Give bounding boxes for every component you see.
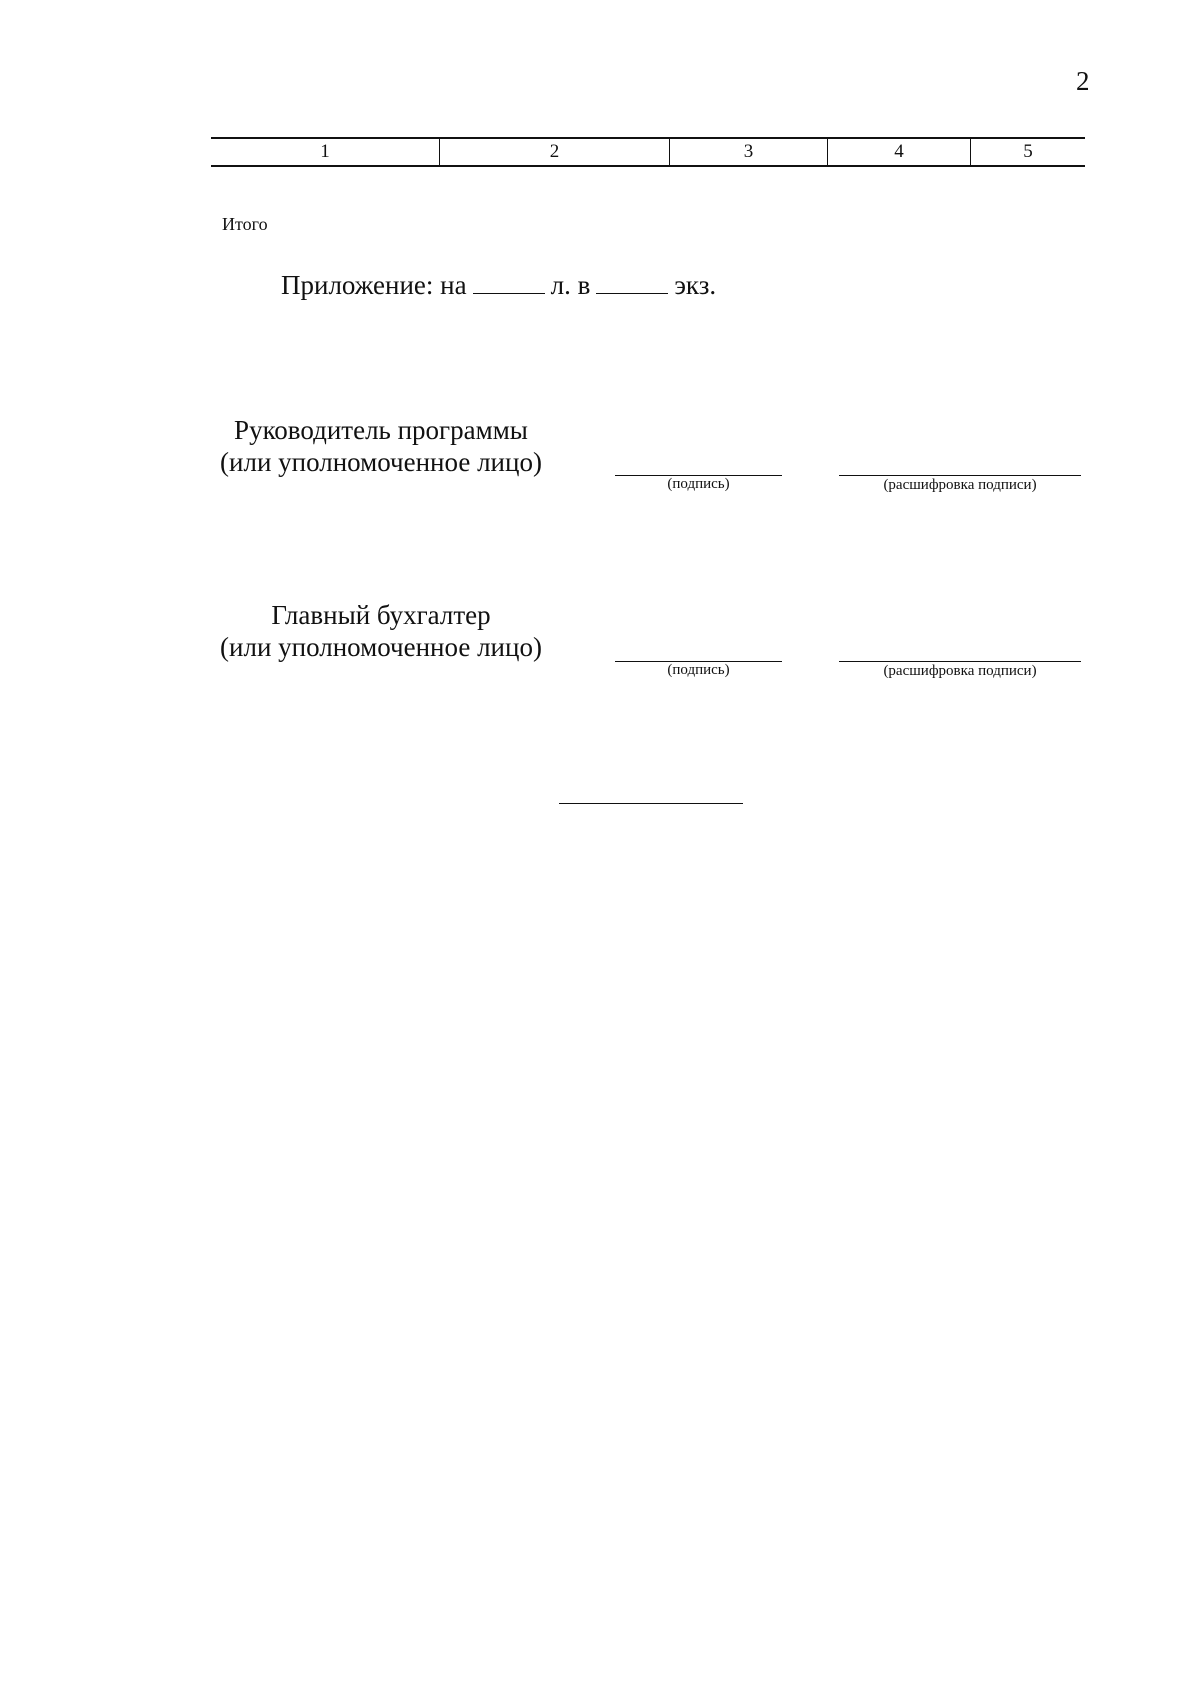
- attachment-suffix: экз.: [674, 270, 717, 300]
- page-number: 2: [1076, 66, 1090, 96]
- role-subtitle: (или уполномоченное лицо): [220, 632, 542, 662]
- signatory-role: [211, 599, 551, 663]
- column-number-cell: 5: [1023, 141, 1033, 162]
- signature-decoding-line: [839, 475, 1081, 476]
- signature-decoding-caption: (расшифровка подписи): [883, 663, 1037, 679]
- role-title: Главный бухгалтер: [271, 600, 491, 630]
- sheets-count-blank: [473, 271, 545, 294]
- column-number-cell: 1: [211, 139, 440, 165]
- attachment-middle: л. в: [550, 270, 591, 300]
- copies-count-blank: [596, 271, 668, 294]
- signatory-role: [211, 414, 551, 478]
- column-numbers-table: [211, 137, 1085, 167]
- role-title: Руководитель программы: [234, 415, 528, 445]
- column-number-cell: 3: [670, 139, 828, 165]
- document-end-line: [559, 803, 743, 804]
- signature-decoding-line: [839, 661, 1081, 662]
- role-subtitle: (или уполномоченное лицо): [220, 447, 542, 477]
- column-number-cell: 4: [828, 139, 971, 165]
- signature-caption: (подпись): [667, 662, 730, 678]
- column-number-cell: 2: [440, 139, 670, 165]
- attachment-line: [281, 270, 716, 301]
- signature-decoding-caption: (расшифровка подписи): [883, 477, 1037, 493]
- total-label: Итого: [222, 214, 268, 234]
- signature-caption: (подпись): [667, 476, 730, 492]
- attachment-prefix: Приложение: на: [281, 270, 467, 300]
